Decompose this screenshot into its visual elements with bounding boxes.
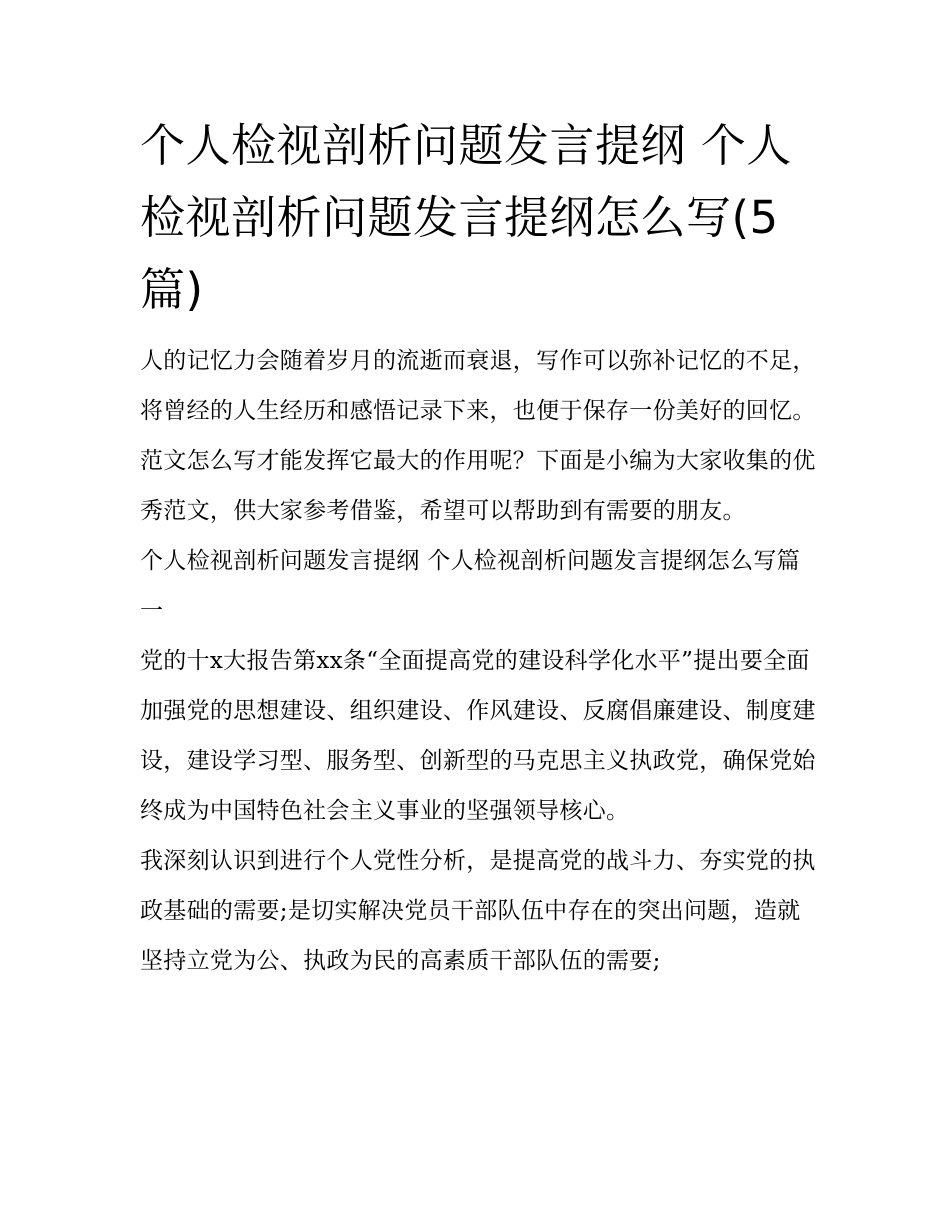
intro-paragraph: 人的记忆力会随着岁月的流逝而衰退，写作可以弥补记忆的不足，将曾经的人生经历和感悟记录下来，也便于保存一份美好的回忆。范文怎么写才能发挥它最大的作用呢？下面是小编为大家收集的优秀范文，供大家参考借鉴，希望可以帮助到有需要的朋友。 [140,348,816,524]
body-paragraph: 我深刻认识到进行个人党性分析，是提高党的战斗力、夯实党的执政基础的需要;是切实解决党员干部队伍中存在的突出问题，造就坚持立党为公、执政为民的高素质干部队伍的需要; [140,848,816,974]
document-page [140,110,820,986]
body-paragraph: 党的十x大报告第xx条“全面提高党的建设科学化水平”提出要全面加强党的思想建设、组织建设、作风建设、反腐倡廉建设、制度建设，建设学习型、服务型、创新型的马克思主义执政党，确保党始终成为中国特色社会主义事业的坚强领导核心。 [140,648,816,824]
section-heading: 个人检视剖析问题发言提纲 个人检视剖析问题发言提纲怎么写篇一 [140,548,801,624]
document-title: 个人检视剖析问题发言提纲 个人检视剖析问题发言提纲怎么写(5篇) [140,119,792,316]
